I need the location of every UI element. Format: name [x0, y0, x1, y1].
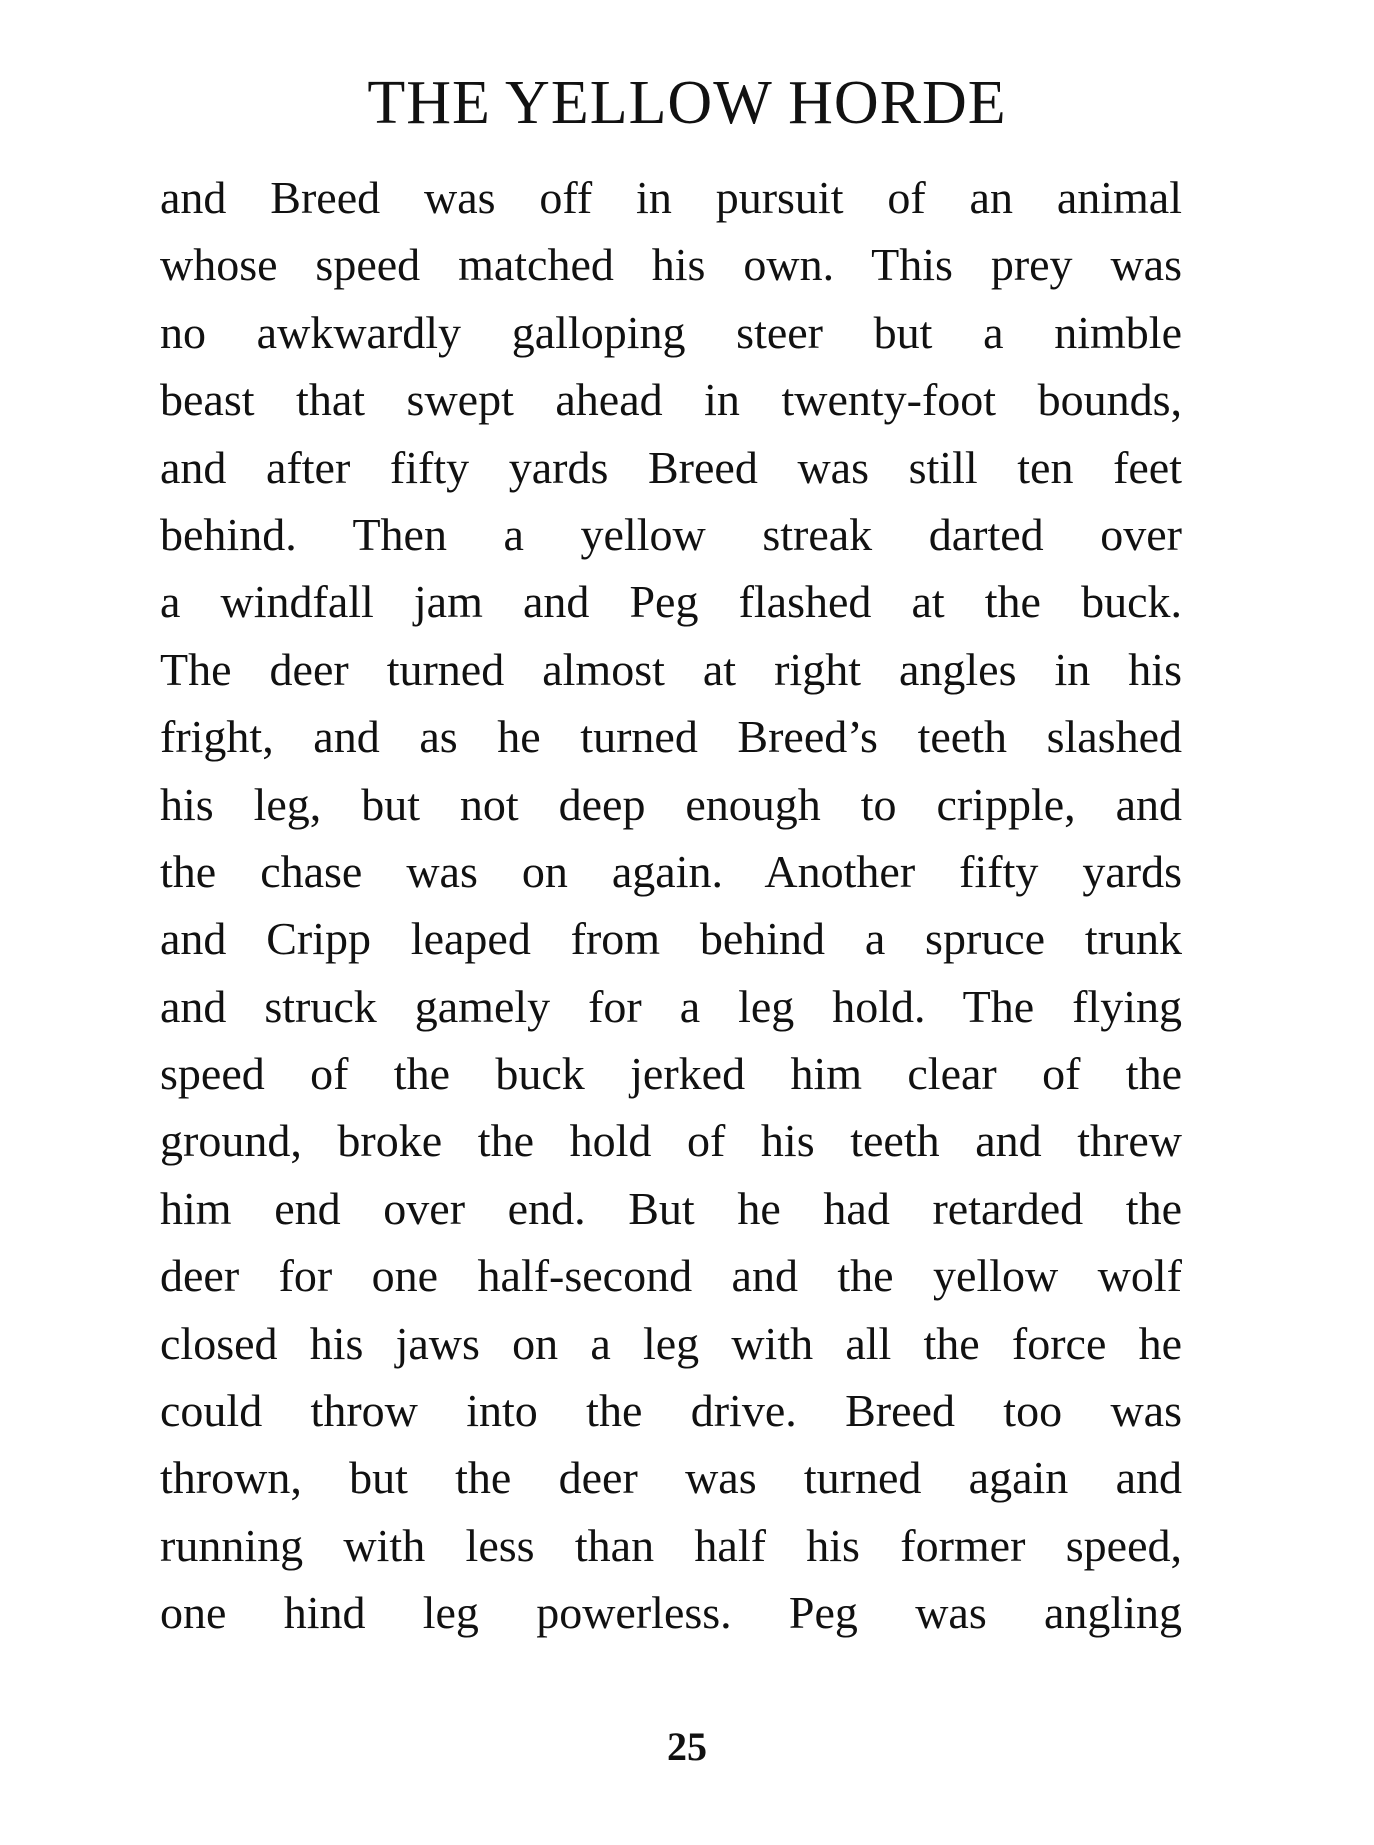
text-line-9: fright, and as he turned Breed’s teeth slashed: [160, 711, 1182, 763]
text-line-3: no awkwardly galloping steer but a nimble: [160, 306, 1182, 358]
running-head: THE YELLOW HORDE: [367, 69, 1007, 137]
text-line-22: one hind leg powerless. Peg was angling: [160, 1587, 1182, 1639]
text-line-21: running with less than half his former speed,: [160, 1519, 1182, 1571]
text-line-4: beast that swept ahead in twenty-foot bounds,: [160, 374, 1182, 426]
text-line-16: him end over end. But he had retarded the: [160, 1182, 1182, 1234]
text-line-5: and after fifty yards Breed was still ten feet: [160, 441, 1182, 493]
text-line-8: The deer turned almost at right angles in his: [160, 643, 1182, 695]
text-line-15: ground, broke the hold of his teeth and threw: [160, 1115, 1182, 1167]
text-line-19: could throw into the drive. Breed too was: [160, 1385, 1182, 1437]
text-line-18: closed his jaws on a leg with all the force he: [160, 1317, 1182, 1369]
text-line-10: his leg, but not deep enough to cripple, and: [160, 778, 1182, 830]
text-line-11: the chase was on again. Another fifty yards: [160, 845, 1182, 897]
text-line-2: whose speed matched his own. This prey was: [160, 239, 1182, 291]
text-line-17: deer for one half-second and the yellow wolf: [160, 1250, 1182, 1302]
text-line-1: and Breed was off in pursuit of an animal: [160, 172, 1182, 223]
page-number: 25: [667, 1724, 707, 1769]
text-line-12: and Cripp leaped from behind a spruce trunk: [160, 913, 1182, 965]
text-line-7: a windfall jam and Peg flashed at the buck.: [160, 576, 1182, 628]
text-line-6: behind. Then a yellow streak darted over: [160, 508, 1182, 560]
text-line-20: thrown, but the deer was turned again and: [160, 1452, 1182, 1504]
body-text: [160, 164, 1182, 1647]
text-line-13: and struck gamely for a leg hold. The flying: [160, 980, 1182, 1032]
text-line-14: speed of the buck jerked him clear of the: [160, 1048, 1182, 1100]
